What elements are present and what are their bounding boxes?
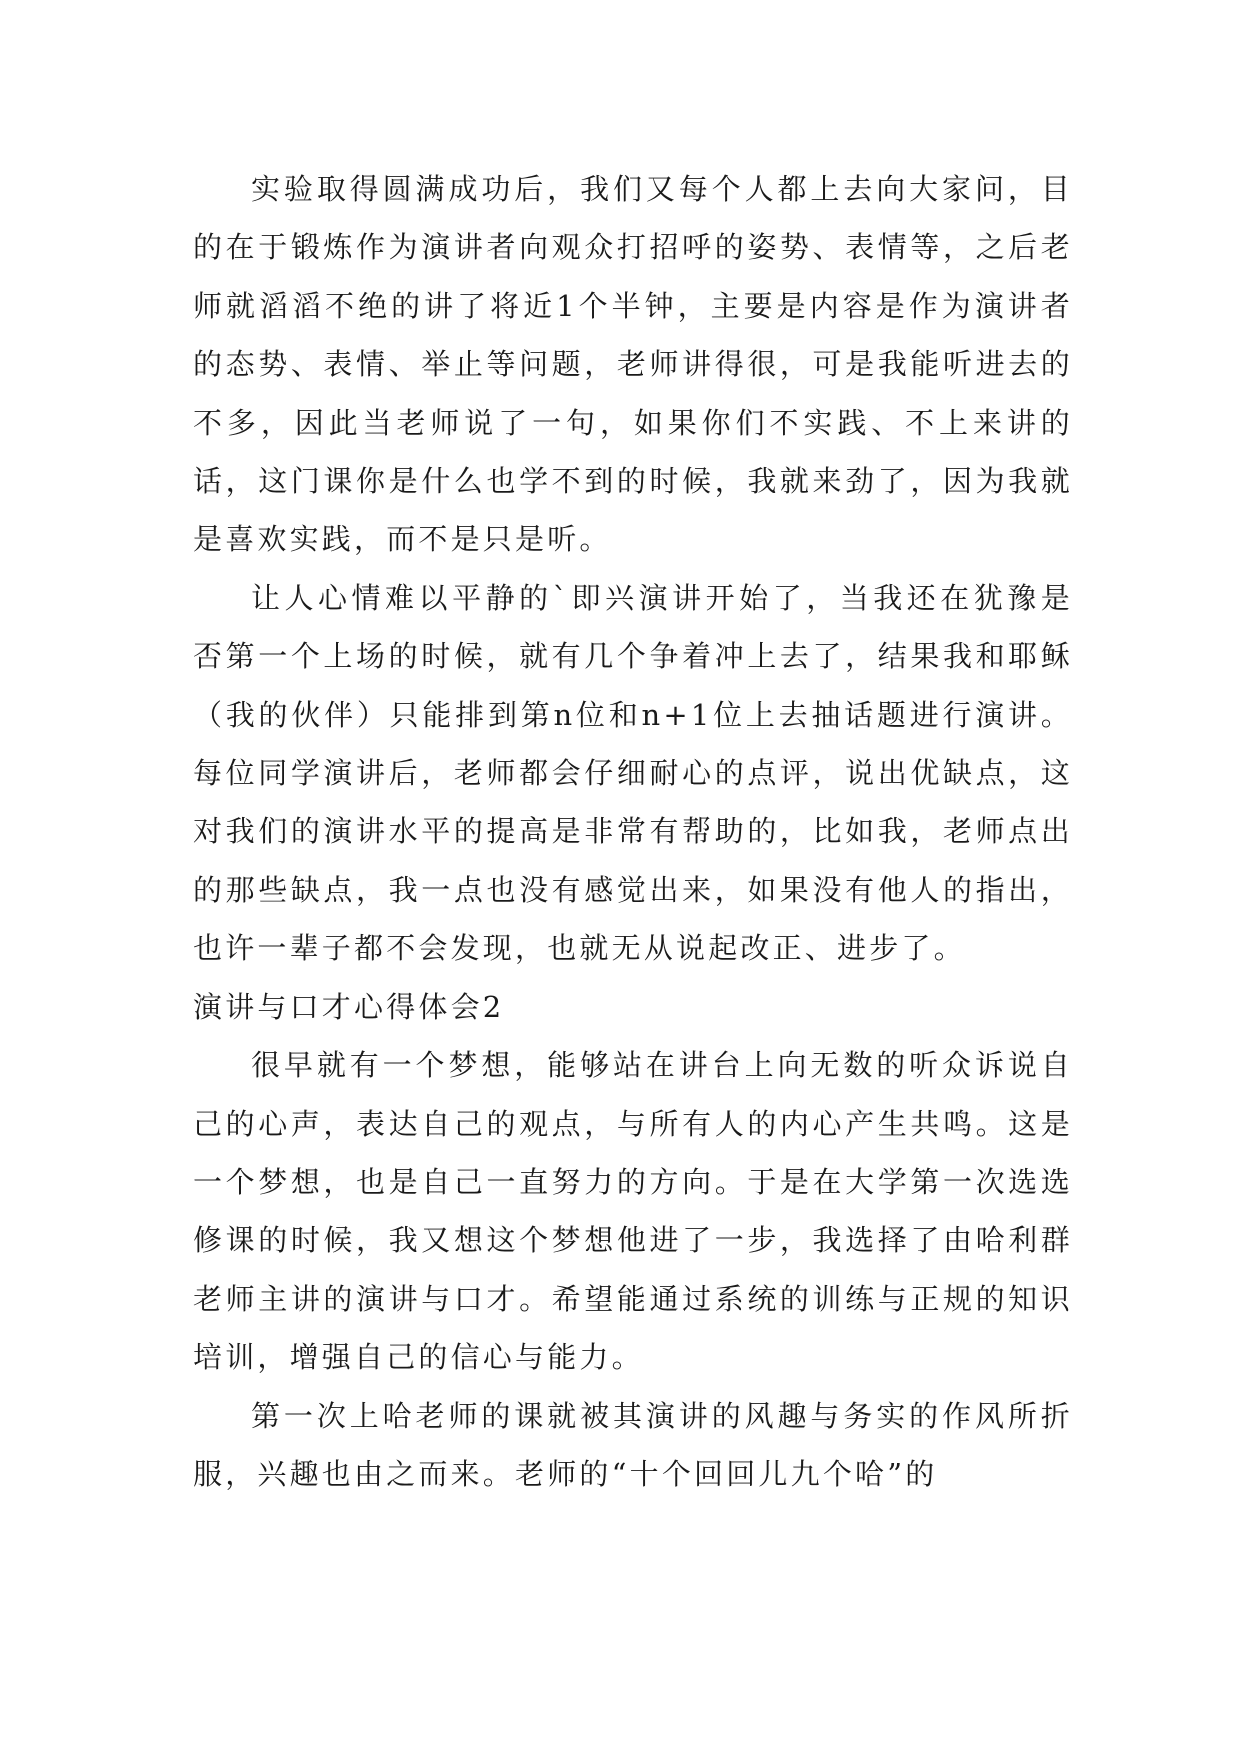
paragraph: 实验取得圆满成功后，我们又每个人都上去向大家问，目的在于锻炼作为演讲者向观众打招呼的姿势、表情等，之后老师就滔滔不绝的讲了将近1个半钟，主要是内容是作为演讲者的态势、表情、举止等问题，老师讲得很，可是我能听进去的不多，因此当老师说了一句，如果你们不实践、不上来讲的话，这门课你是什么也学不到的时候，我就来劲了，因为我就是喜欢实践，而不是只是听。 — [193, 172, 1073, 557]
document-body — [193, 160, 1073, 1503]
paragraph: 让人心情难以平静的`即兴演讲开始了，当我还在犹豫是否第一个上场的时候，就有几个争着冲上去了，结果我和耶稣（我的伙伴）只能排到第n位和n+1位上去抽话题进行演讲。每位同学演讲后，老师都会仔细耐心的点评，说出优缺点，这对我们的演讲水平的提高是非常有帮助的，比如我，老师点出的那些缺点，我一点也没有感觉出来，如果没有他人的指出，也许一辈子都不会发现，也就无从说起改正、进步了。 — [193, 580, 1073, 966]
paragraph: 很早就有一个梦想，能够站在讲台上向无数的听众诉说自己的心声，表达自己的观点，与所有人的内心产生共鸣。这是一个梦想，也是自己一直努力的方向。于是在大学第一次选选修课的时候，我又想这个梦想他进了一步，我选择了由哈利群老师主讲的演讲与口才。希望能通过系统的训练与正规的知识培训，增强自己的信心与能力。 — [193, 1048, 1073, 1375]
section-heading: 演讲与口才心得体会2 — [193, 989, 505, 1024]
paragraph: 第一次上哈老师的课就被其演讲的风趣与务实的作风所折服，兴趣也由之而来。老师的“十个回回儿九个哈”的 — [193, 1398, 1073, 1491]
